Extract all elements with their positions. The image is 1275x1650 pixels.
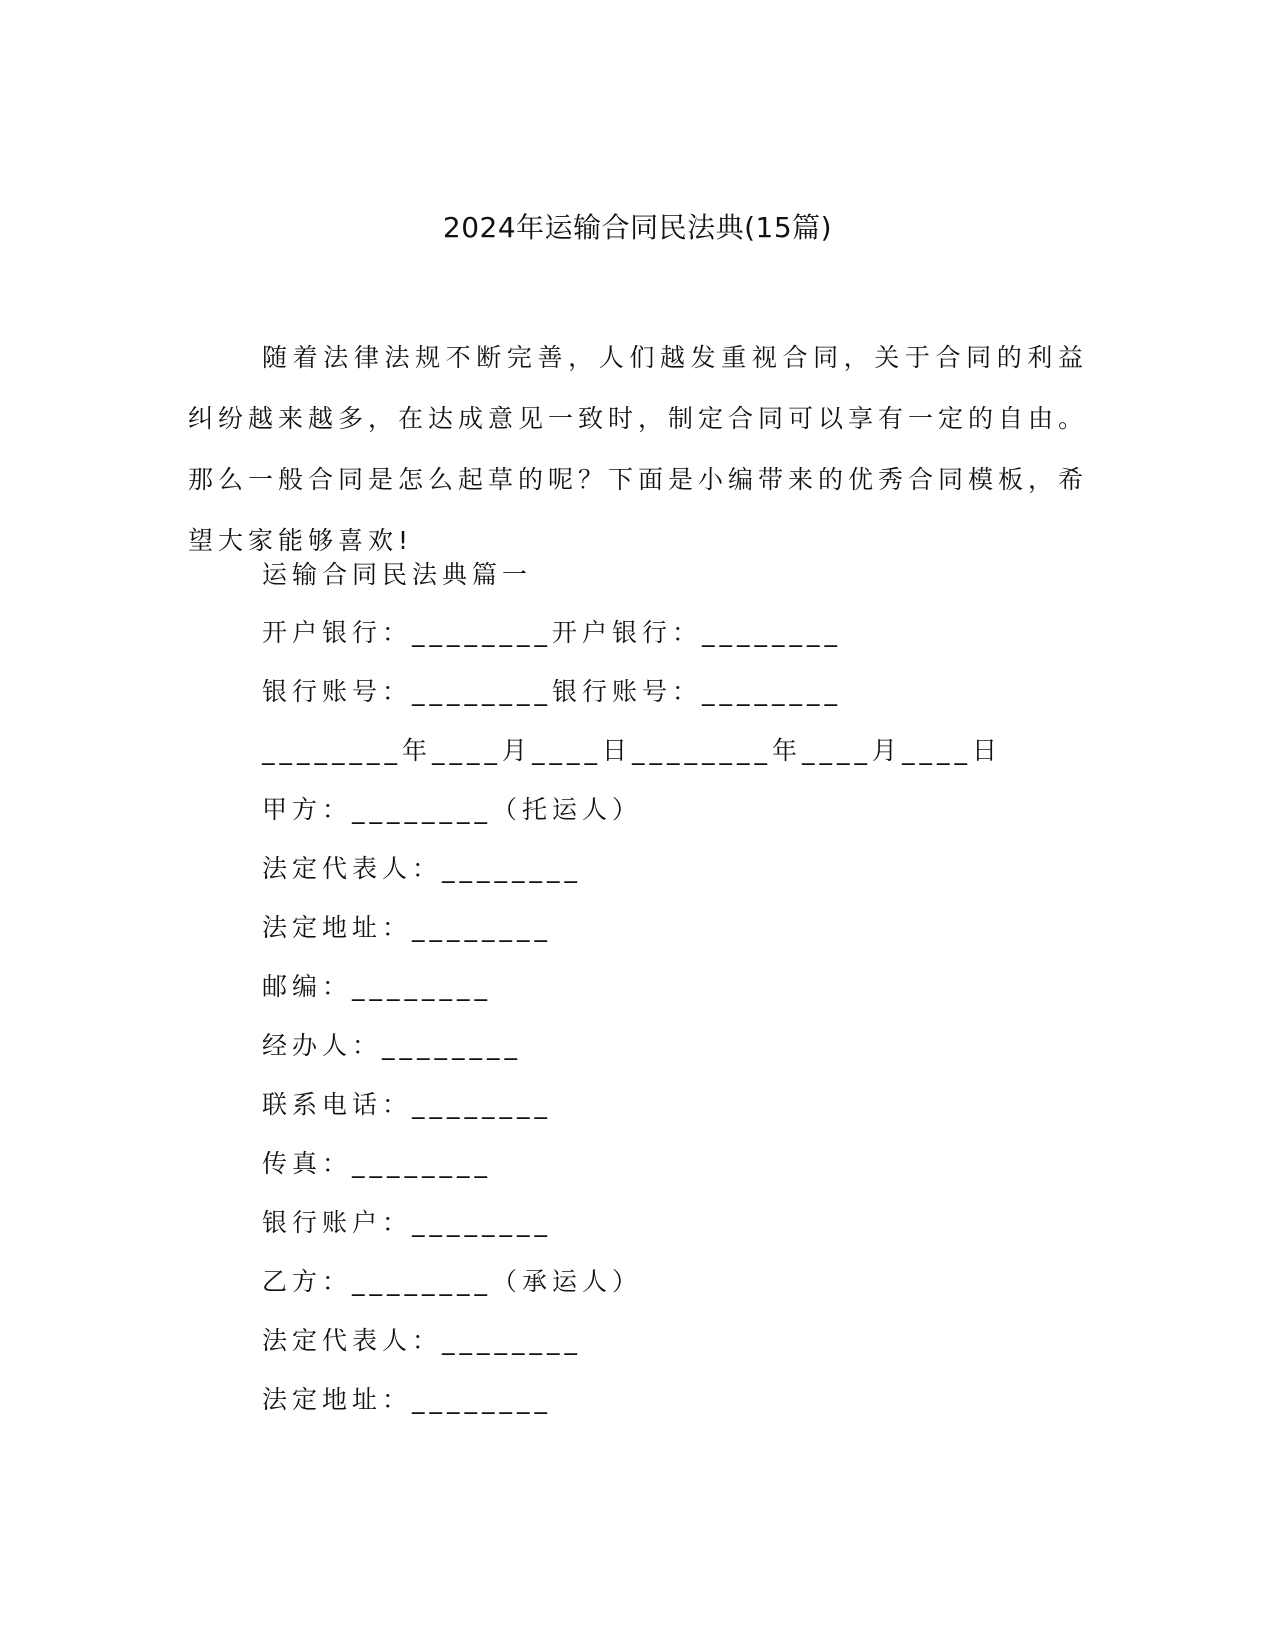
party-a-bank-account-line: 银行账户：________ bbox=[262, 1208, 553, 1237]
party-a-fax-line: 传真：________ bbox=[262, 1149, 493, 1178]
party-a-representative-line: 法定代表人：________ bbox=[262, 854, 583, 883]
party-a-agent-line: 经办人：________ bbox=[262, 1031, 523, 1060]
document-title: 2024年运输合同民法典(15篇) bbox=[442, 211, 833, 244]
party-a-line: 甲方：________（托运人） bbox=[262, 795, 643, 824]
date-line: ________年____月____日________年____月____日 bbox=[262, 736, 1003, 765]
party-b-line: 乙方：________（承运人） bbox=[262, 1267, 643, 1296]
party-a-phone-line: 联系电话：________ bbox=[262, 1090, 553, 1119]
party-a-postcode-line: 邮编：________ bbox=[262, 972, 493, 1001]
bank-name-line: 开户银行：________开户银行：________ bbox=[262, 618, 843, 647]
bank-account-line: 银行账号：________银行账号：________ bbox=[262, 677, 843, 706]
intro-paragraph: 随着法律法规不断完善，人们越发重视合同，关于合同的利益纠纷越来越多，在达成意见一致时，制定合同可以享有一定的自由。那么一般合同是怎么起草的呢？下面是小编带来的优秀合同模板，希望大家能够喜欢! bbox=[188, 343, 1089, 555]
section-heading: 运输合同民法典篇一 bbox=[262, 560, 533, 589]
party-b-address-line: 法定地址：________ bbox=[262, 1385, 553, 1414]
party-b-representative-line: 法定代表人：________ bbox=[262, 1326, 583, 1355]
party-a-address-line: 法定地址：________ bbox=[262, 913, 553, 942]
